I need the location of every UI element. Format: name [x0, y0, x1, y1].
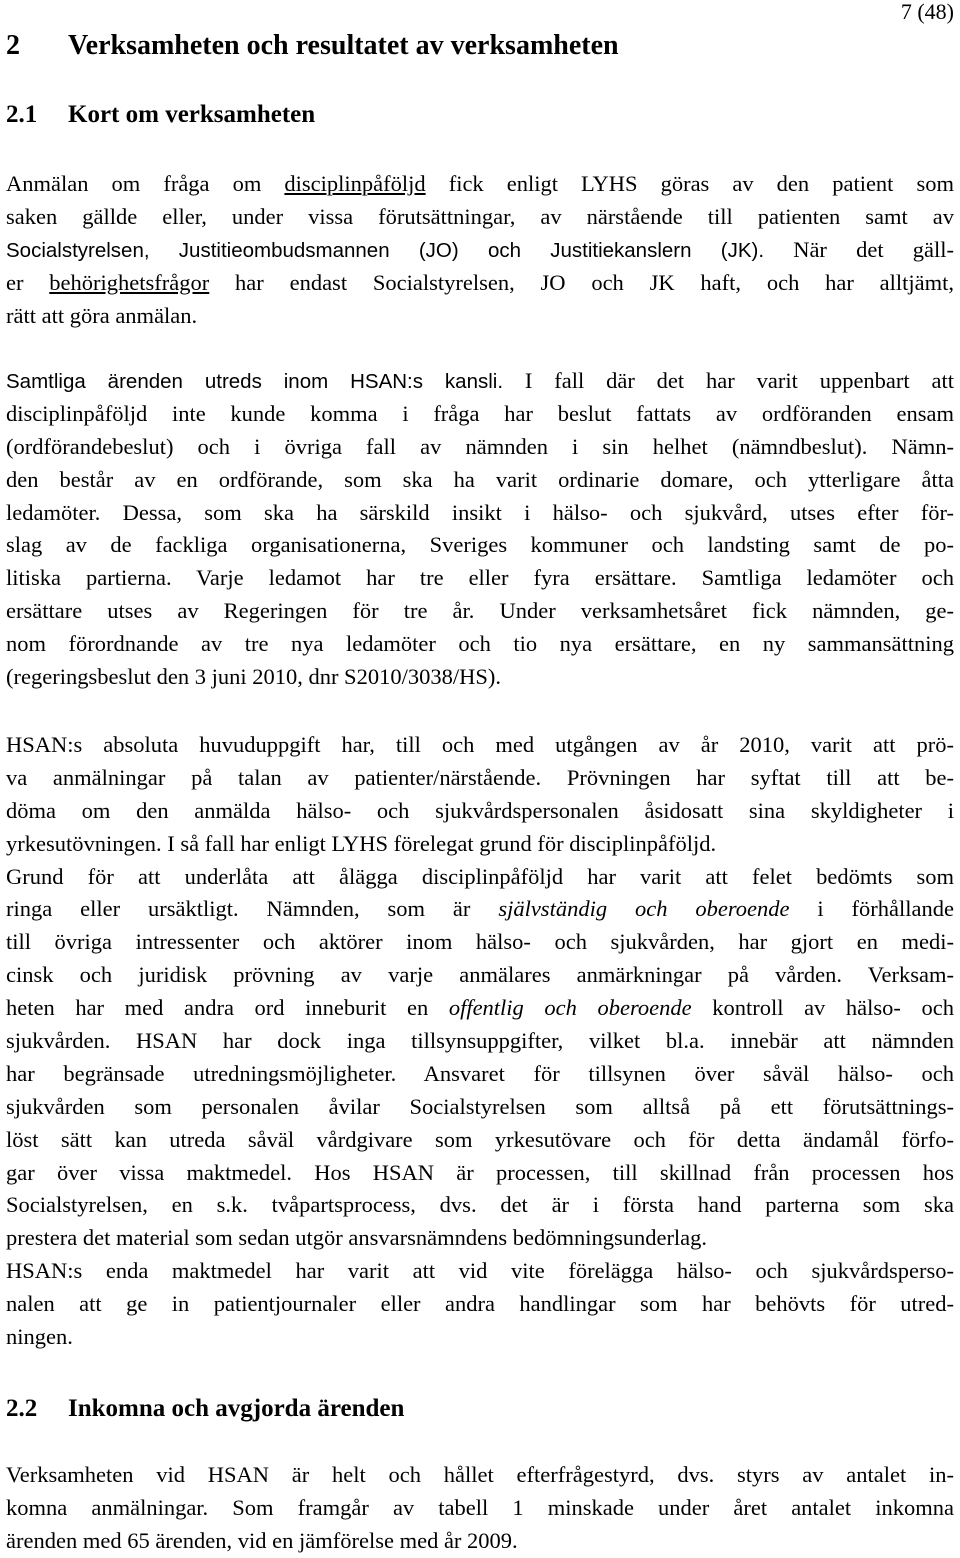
text-run: er: [6, 269, 50, 295]
subsection-heading-2-1: [6, 99, 315, 131]
text-line: HSAN:s absoluta huvuduppgift har, till och med utgången av år 2010, varit att prö-: [6, 732, 954, 757]
text-line: gar över vissa maktmedel. Hos HSAN är processen, till skillnad från processen hos: [6, 1159, 954, 1185]
text-line: löst sätt kan utreda såväl vårdgivare som yrkesutövare och för detta ändamål förfo-: [6, 1126, 954, 1152]
text-line: nom förordnande av tre nya ledamöter och tio nya ersättare, en ny sammansättning: [6, 631, 954, 657]
text-run: heten har med andra ord inneburit en: [6, 995, 449, 1021]
text-run: I fall där det har varit uppenbart att: [503, 368, 955, 393]
paragraph-2: [6, 365, 954, 694]
text-line: komna anmälningar. Som framgår av tabell 1 minskade under året antalet inkomna: [6, 1494, 954, 1520]
text-line: döma om den anmälda hälso- och sjukvårdspersonalen åsidosatt sina skyldigheter i: [6, 797, 954, 823]
text-line: ledamöter. Dessa, som ska ha särskild insikt i hälso- och sjukvård, utses efter för-: [6, 499, 954, 525]
link-behorighetsfragor[interactable]: behörighetsfrågor: [49, 269, 210, 295]
paragraph-4: [6, 1459, 954, 1558]
text-line: va anmälningar på talan av patienter/närstående. Prövningen har syftat till att be-: [6, 764, 954, 790]
subsection-number: 2.2: [6, 1395, 38, 1422]
subsection-title: Kort om verksamheten: [68, 101, 316, 128]
text-run: kontroll av hälso- och: [691, 995, 954, 1021]
text-run: fick enligt LYHS göras av den patient som: [425, 171, 954, 196]
subsection-heading-2-2: [6, 1393, 404, 1425]
text-line: ärenden med 65 ärenden, vid en jämförelse med år 2009.: [6, 1527, 518, 1553]
text-line: Grund för att underlåta att ålägga disciplinpåföljd har varit att felet bedömts som: [6, 863, 954, 889]
italic-text: självständig och oberoende: [498, 896, 790, 922]
paragraph-1: [6, 168, 954, 332]
subsection-number: 2.1: [6, 101, 38, 128]
text-run: Anmälan om fråga om: [6, 171, 285, 196]
text-line: cinsk och juridisk prövning av varje anmälares anmärkningar på vården. Verksam-: [6, 962, 954, 988]
paragraph-3: [6, 729, 954, 1354]
text-line: HSAN:s enda maktmedel har varit att vid vite förelägga hälso- och sjukvårdsperso-: [6, 1258, 954, 1284]
text-line: ningen.: [6, 1324, 73, 1350]
page-number: 7 (48): [900, 0, 954, 24]
text-line: litiska partierna. Varje ledamot har tre eller fyra ersättare. Samtliga ledamöter och: [6, 565, 954, 591]
text-line: yrkesutövningen. I så fall har enligt LYHS förelegat grund för disciplinpåföljd.: [6, 830, 717, 856]
text-line: Verksamheten vid HSAN är helt och hållet efterfrågestyrd, dvs. styrs av antalet in-: [6, 1462, 954, 1487]
text-run: När det gäll-: [764, 236, 954, 262]
section-heading: [6, 28, 619, 64]
text-run: Samtliga ärenden utreds inom HSAN:s kansli.: [6, 370, 504, 393]
text-line: den består av en ordförande, som ska ha varit ordinarie domare, och ytterligare åtta: [6, 466, 954, 492]
text-line: sjukvården som personalen åvilar Socialstyrelsen som alltså på ett förutsättnings-: [6, 1093, 954, 1119]
section-number: 2: [6, 30, 20, 61]
text-run: Socialstyrelsen, Justitieombudsmannen (JO) och Justitiekanslern (JK).: [6, 238, 765, 262]
text-run: i förhållande: [789, 896, 955, 922]
text-line: till övriga intressenter och aktörer inom hälso- och sjukvården, har gjort en medi-: [6, 929, 954, 955]
text-line: ersättare utses av Regeringen för tre år. Under verksamhetsåret fick nämnden, ge-: [6, 598, 954, 624]
text-line: saken gällde eller, under vissa förutsättningar, av närstående till patienten samt av: [6, 203, 954, 229]
text-run: ringa eller ursäktligt. Nämnden, som är: [6, 896, 499, 922]
text-line: prestera det material som sedan utgör ansvarsnämndens bedömningsunderlag.: [6, 1225, 708, 1251]
italic-text: offentlig och oberoende: [448, 995, 692, 1021]
link-disciplinpafoljd[interactable]: disciplinpåföljd: [284, 171, 426, 196]
text-line: nalen att ge in patientjournaler eller andra handlingar som har behövts för utred-: [6, 1291, 954, 1317]
text-line: sjukvården. HSAN har dock inga tillsynsuppgifter, vilket bl.a. innebär att nämnden: [6, 1028, 954, 1054]
text-line: (ordförandebeslut) och i övriga fall av nämnden i sin helhet (nämndbeslut). Nämn-: [6, 433, 954, 459]
section-title: Verksamheten och resultatet av verksamheten: [68, 30, 619, 61]
text-line: disciplinpåföljd inte kunde komma i fråga har beslut fattats av ordföranden ensam: [6, 400, 954, 426]
text-line: har begränsade utredningsmöjligheter. Ansvaret för tillsynen över såväl hälso- och: [6, 1060, 954, 1086]
text-line: rätt att göra anmälan.: [6, 302, 198, 328]
text-line: Socialstyrelsen, en s.k. tvåpartsprocess, dvs. det är i första hand parterna som ska: [6, 1192, 954, 1218]
text-line: (regeringsbeslut den 3 juni 2010, dnr S2010/3038/HS).: [6, 664, 501, 690]
text-line: slag av de fackliga organisationerna, Sveriges kommuner och landsting samt de po-: [6, 532, 954, 558]
subsection-title: Inkomna och avgjorda ärenden: [68, 1395, 405, 1422]
text-run: har endast Socialstyrelsen, JO och JK haft, och har alltjämt,: [209, 269, 955, 295]
